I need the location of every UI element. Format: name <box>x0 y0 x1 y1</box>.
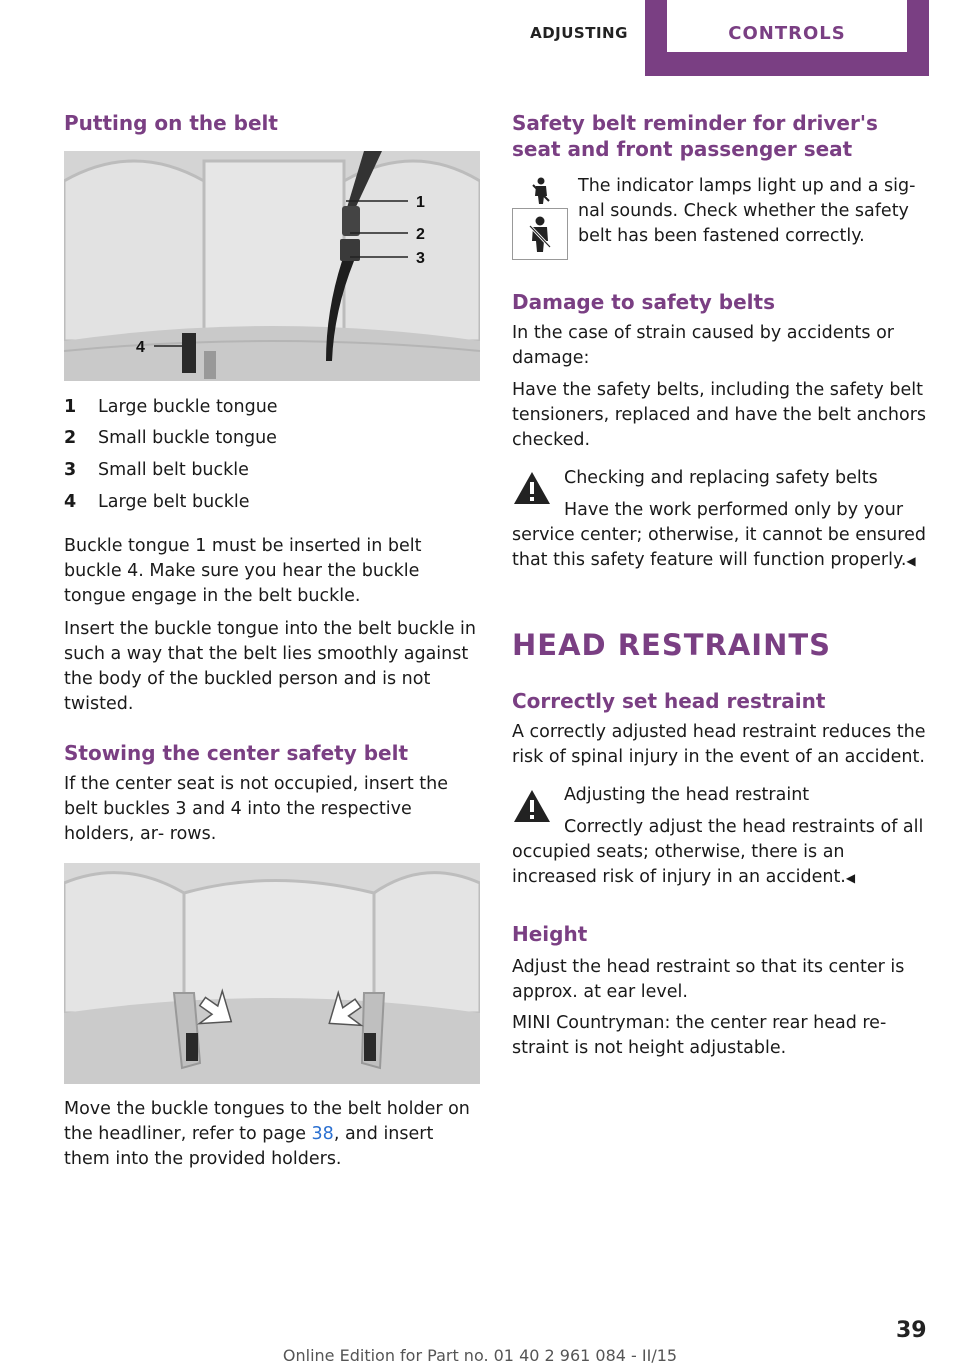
callout-3: 3 <box>416 250 425 267</box>
paragraph-damage-replace: Have the safety belts, including the safety belt tensioners, replaced and have the belt anchors checked. <box>512 380 927 450</box>
heading-height: Height <box>512 922 588 946</box>
legend-text: Small belt buckle <box>98 460 249 480</box>
seatbelt-small-icon <box>528 176 554 206</box>
end-mark-icon: ◀ <box>906 554 916 568</box>
callout-2: 2 <box>416 226 425 243</box>
paragraph-buckle-insert: Buckle tongue 1 must be inserted in belt buckle 4. Make sure you hear the buckle tongue engage in the belt buckle. <box>64 536 422 606</box>
warning-body-head-restraint-text: Correctly adjust the head restraints of all occupied seats; otherwise, there is an increased risk of injury in an accident. <box>512 817 924 887</box>
legend-number: 3 <box>64 460 77 480</box>
warning-title-belts: Checking and replacing safety belts <box>564 468 878 488</box>
heading-belt-reminder: Safety belt reminder for driver's seat and front passenger seat <box>512 111 878 161</box>
figure-belt-buckles <box>64 151 480 381</box>
paragraph-move-tongues <box>64 1097 484 1172</box>
paragraph-belt-reminder: The indicator lamps light up and a sig‐ nal sounds. Check whether the safety belt has been fastened correctly. <box>578 176 916 246</box>
paragraph-damage-strain: In the case of strain caused by accidents or damage: <box>512 323 894 368</box>
chapter-label: CONTROLS <box>667 0 907 52</box>
warning-body-belts-text: Have the work performed only by your service center; otherwise, it cannot be ensured that this safety feature will function properly. <box>512 500 926 570</box>
legend-number: 4 <box>64 492 77 512</box>
figure-belt-holders-illustration <box>64 863 480 1084</box>
seatbelt-icon <box>513 209 567 259</box>
seatbelt-indicator-box <box>512 208 568 260</box>
heading-correctly-set: Correctly set head restraint <box>512 689 826 713</box>
legend-text: Small buckle tongue <box>98 428 277 448</box>
legend-number: 2 <box>64 428 77 448</box>
heading-putting-on-belt: Putting on the belt <box>64 111 278 135</box>
legend-number: 1 <box>64 397 77 417</box>
paragraph-correctly-set: A correctly adjusted head restraint reduces the risk of spinal injury in the event of an accident. <box>512 722 926 767</box>
move-text-a: Move the buckle tongues to the belt holder on the headliner, refer to page <box>64 1099 470 1144</box>
page-number: 39 <box>896 1318 927 1343</box>
warning-body-head-restraint <box>512 815 932 891</box>
heading-head-restraints: HEAD RESTRAINTS <box>512 628 832 662</box>
paragraph-buckle-smooth: Insert the buckle tongue into the belt buckle in such a way that the belt lies smoothly against the body of the buckled person and is not twisted. <box>64 619 477 714</box>
legend-text: Large buckle tongue <box>98 397 278 417</box>
chapter-tab <box>645 0 929 76</box>
legend-text: Large belt buckle <box>98 492 250 512</box>
callout-4: 4 <box>136 339 145 356</box>
paragraph-height-adjust: Adjust the head restraint so that its center is approx. at ear level. <box>512 957 905 1002</box>
paragraph-stowing: If the center seat is not occupied, insert the belt buckles 3 and 4 into the respective holders, ar‐ rows. <box>64 774 449 844</box>
page-reference-link[interactable]: 38 <box>311 1124 334 1144</box>
end-mark-icon: ◀ <box>845 871 856 885</box>
heading-stowing-center-belt: Stowing the center safety belt <box>64 741 409 765</box>
figure-belt-holders <box>64 863 480 1084</box>
move-text-b: , and insert them into the provided holders. <box>64 1124 434 1169</box>
footer-edition: Online Edition for Part no. 01 40 2 961 084 - II/15 <box>282 1346 678 1365</box>
figure-belt-buckles-illustration <box>64 151 480 381</box>
warning-title-head-restraint: Adjusting the head restraint <box>564 785 810 805</box>
paragraph-height-countryman: MINI Countryman: the center rear head re‐ straint is not height adjustable. <box>512 1013 887 1058</box>
heading-damage-belts: Damage to safety belts <box>512 290 775 314</box>
warning-body-belts <box>512 498 928 574</box>
section-label: ADJUSTING <box>530 24 628 42</box>
callout-1: 1 <box>416 194 425 211</box>
